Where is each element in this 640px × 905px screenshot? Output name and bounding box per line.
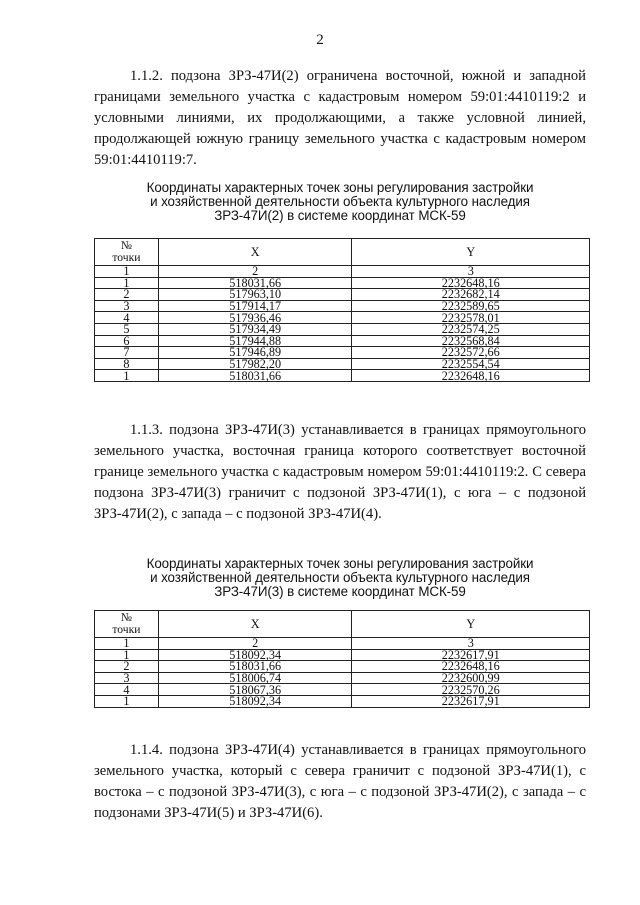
column-header-point-number [95, 611, 159, 638]
cell-y: 2232617,91 [352, 695, 590, 707]
cell-point-number: 2 [95, 661, 159, 673]
coordinates-table-2 [94, 610, 590, 708]
cell-x: 517944,88 [158, 335, 352, 347]
cell-point-number: 1 [95, 266, 159, 278]
paragraph-1-1-4: 1.1.4. подзона ЗРЗ-47И(4) устанавливается в границах прямоугольного земельного участка, который с севера граничит с подзоной ЗРЗ-47И(1), с востока – с подзоной ЗРЗ-47И(3), с юга – с подзоной ЗРЗ-47И(2), с запада – с подзонами ЗРЗ-47И(5) и ЗРЗ-47И(6). [94, 742, 586, 821]
table-row [95, 289, 590, 301]
column-header-x: X [158, 239, 352, 266]
cell-y: 2232648,16 [352, 370, 590, 382]
header-point-word: точки [112, 251, 141, 264]
cell-point-number: 7 [95, 347, 159, 359]
cell-y: 2232648,16 [352, 661, 590, 673]
cell-point-number: 8 [95, 358, 159, 370]
table-row [95, 300, 590, 312]
paragraph-1-1-2: 1.1.2. подзона ЗРЗ-47И(2) ограничена восточной, южной и западной границами земельного участка с кадастровым номером 59:01:4410119:2 и условными линиями, их продолжающими, а также условной линией, продолжающей южную границу земельного участка с кадастровым номером 59:01:4410119:7. [94, 68, 586, 168]
cell-x: 518031,66 [158, 370, 352, 382]
cell-point-number: 1 [95, 695, 159, 707]
table2-title-line: Координаты характерных точек зоны регулирования застройки [146, 556, 534, 571]
cell-point-number: 4 [95, 684, 159, 696]
table1-title-line: и хозяйственной деятельности объекта культурного наследия [150, 194, 530, 209]
header-number-sign: № [120, 611, 132, 624]
cell-y: 3 [352, 638, 590, 650]
cell-y: 2232574,25 [352, 323, 590, 335]
table-column-numbers-row [95, 266, 590, 278]
cell-x: 518092,34 [158, 649, 352, 661]
cell-point-number: 3 [95, 300, 159, 312]
table2-title-line: и хозяйственной деятельности объекта культурного наследия [150, 570, 530, 585]
table2-title [100, 557, 580, 599]
table-row [95, 358, 590, 370]
cell-y: 2232570,26 [352, 684, 590, 696]
table1-title-line: Координаты характерных точек зоны регулирования застройки [146, 180, 534, 195]
table-row [95, 684, 590, 696]
table-row [95, 323, 590, 335]
cell-y: 2232572,66 [352, 347, 590, 359]
table-row [95, 277, 590, 289]
table-row [95, 649, 590, 661]
column-header-y: Y [352, 239, 590, 266]
cell-point-number: 4 [95, 312, 159, 324]
cell-x: 517982,20 [158, 358, 352, 370]
cell-y: 2232648,16 [352, 277, 590, 289]
cell-x: 517914,17 [158, 300, 352, 312]
table2-body [95, 638, 590, 708]
cell-x: 518092,34 [158, 695, 352, 707]
cell-y: 2232578,01 [352, 312, 590, 324]
table-row [95, 335, 590, 347]
cell-point-number: 2 [95, 289, 159, 301]
cell-y: 2232682,14 [352, 289, 590, 301]
table1-body [95, 266, 590, 382]
cell-y: 2232617,91 [352, 649, 590, 661]
column-header-x: X [158, 611, 352, 638]
cell-x: 517934,49 [158, 323, 352, 335]
cell-y: 2232568,84 [352, 335, 590, 347]
cell-y: 2232600,99 [352, 672, 590, 684]
table1-title [100, 181, 580, 223]
cell-point-number: 3 [95, 672, 159, 684]
table-row [95, 661, 590, 673]
cell-x: 2 [158, 638, 352, 650]
cell-point-number: 1 [95, 649, 159, 661]
cell-x: 518031,66 [158, 661, 352, 673]
page-number: 2 [316, 32, 324, 48]
cell-y: 2232589,65 [352, 300, 590, 312]
paragraph-1-1-3: 1.1.3. подзона ЗРЗ-47И(3) устанавливается в границах прямоугольного земельного участка, восточная граница которого соответствует восточной границе земельного участка с кадастровым номером 59:01:4410119:2. С севера подзона ЗРЗ-47И(3) граничит с подзоной ЗРЗ-47И(1), с юга – с подзоной ЗРЗ-47И(2), с запада – с подзоной ЗРЗ-47И(4). [94, 422, 586, 522]
header-number-sign: № [120, 239, 132, 252]
table-row [95, 370, 590, 382]
table1-title-line: ЗРЗ-47И(2) в системе координат МСК-59 [214, 208, 466, 223]
table2-title-line: ЗРЗ-47И(3) в системе координат МСК-59 [214, 584, 466, 599]
table-header-row [95, 611, 590, 638]
cell-point-number: 5 [95, 323, 159, 335]
cell-point-number: 1 [95, 638, 159, 650]
cell-x: 517963,10 [158, 289, 352, 301]
cell-x: 518031,66 [158, 277, 352, 289]
table-row [95, 347, 590, 359]
cell-point-number: 1 [95, 277, 159, 289]
column-header-point-number [95, 239, 159, 266]
cell-x: 518067,36 [158, 684, 352, 696]
cell-x: 2 [158, 266, 352, 278]
cell-x: 517946,89 [158, 347, 352, 359]
coordinates-table-1 [94, 238, 590, 382]
header-point-word: точки [112, 623, 141, 636]
table-column-numbers-row [95, 638, 590, 650]
cell-x: 517936,46 [158, 312, 352, 324]
table-row [95, 312, 590, 324]
table-row [95, 695, 590, 707]
cell-point-number: 6 [95, 335, 159, 347]
table-row [95, 672, 590, 684]
table-header-row [95, 239, 590, 266]
cell-point-number: 1 [95, 370, 159, 382]
cell-y: 2232554,54 [352, 358, 590, 370]
cell-x: 518006,74 [158, 672, 352, 684]
cell-y: 3 [352, 266, 590, 278]
column-header-y: Y [352, 611, 590, 638]
